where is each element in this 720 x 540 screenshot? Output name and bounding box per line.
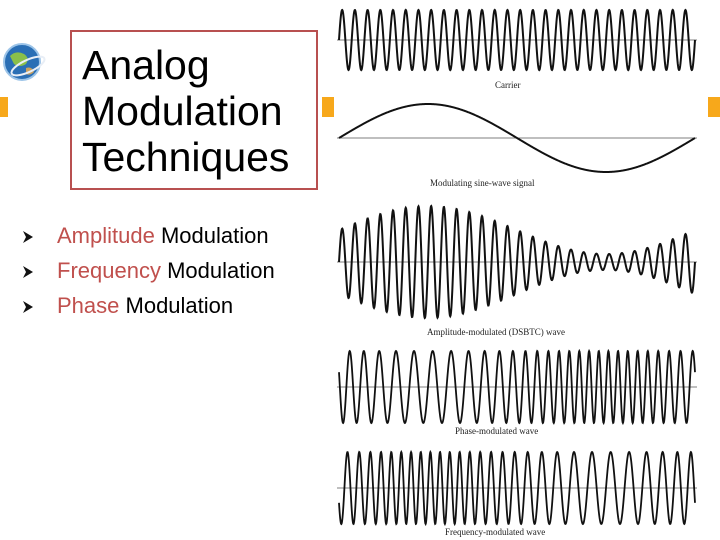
modulating-panel — [337, 104, 697, 188]
accent-bar-left — [0, 97, 8, 117]
bullet-text — [57, 255, 275, 287]
arrowhead-bullet-icon — [22, 265, 34, 279]
modulation-waveform-figure — [335, 0, 700, 540]
title-line: Analog — [82, 42, 210, 88]
bullet-rest: Modulation — [154, 223, 269, 248]
accent-bar-mid — [322, 97, 334, 117]
arrowhead-bullet-icon — [22, 230, 34, 244]
carrier-caption: Carrier — [495, 80, 521, 90]
title-line: Modulation — [82, 88, 283, 134]
pm-panel — [337, 351, 697, 436]
bullet-rest: Modulation — [160, 258, 275, 283]
title-line: Techniques — [82, 134, 290, 180]
pm-caption: Phase-modulated wave — [455, 426, 539, 436]
slide-title — [82, 42, 314, 180]
carrier-panel — [337, 10, 697, 90]
bullet-text — [57, 290, 233, 322]
bullet-highlight: Amplitude — [57, 223, 155, 248]
bullet-rest: Modulation — [119, 293, 234, 318]
globe-logo-icon — [0, 40, 48, 84]
am-caption: Amplitude-modulated (DSBTC) wave — [427, 327, 565, 337]
fm-panel — [337, 452, 697, 537]
bullet-text — [57, 220, 269, 252]
fm-caption: Frequency-modulated wave — [445, 527, 546, 537]
bullet-highlight: Phase — [57, 293, 120, 318]
arrowhead-bullet-icon — [22, 300, 34, 314]
am-panel — [337, 206, 697, 337]
bullet-highlight: Frequency — [57, 258, 161, 283]
accent-bar-right — [708, 97, 720, 117]
modulating-caption: Modulating sine-wave signal — [430, 178, 535, 188]
